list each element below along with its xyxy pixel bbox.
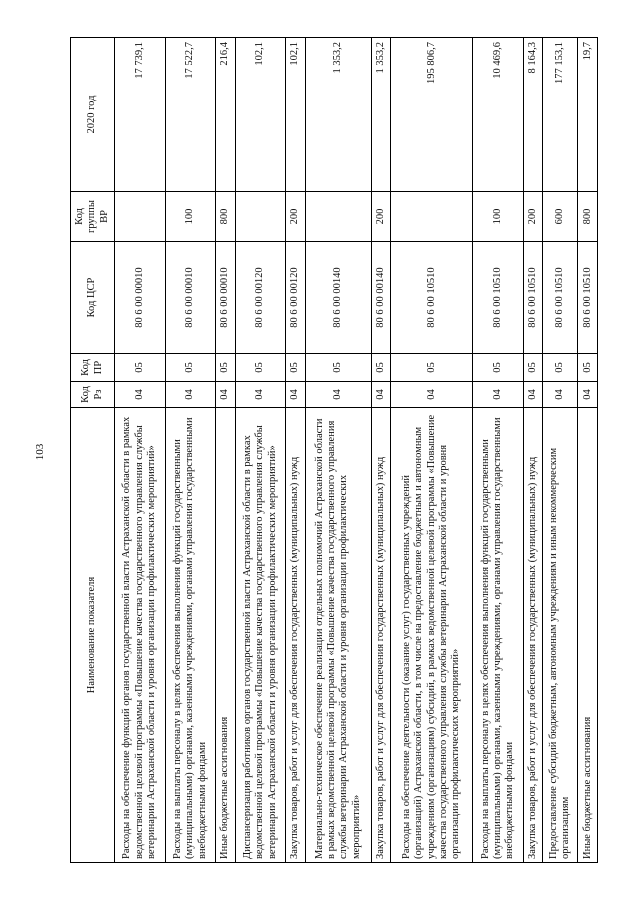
cell-pr: 05 [473,354,524,382]
cell-name: Закупка товаров, работ и услуг для обеспечения государственных (муниципальных) нужд [372,408,391,863]
cell-value: 216,4 [216,38,235,192]
cell-rz: 04 [165,382,216,408]
cell-vr: 200 [372,192,391,242]
cell-value: 17 739,1 [115,38,166,192]
cell-csr: 80 6 00 00120 [235,242,286,354]
cell-csr: 80 6 00 00010 [216,242,235,354]
cell-csr: 80 6 00 00010 [115,242,166,354]
table-row [286,38,305,863]
cell-vr: 800 [216,192,235,242]
table-row [216,38,235,863]
cell-csr: 80 6 00 10510 [543,242,578,354]
cell-name: Расходы на обеспечение деятельности (оказание услуг) государственных учреждений (организаций) Астраханской области, в том числе на предоставление бюджетным и автономным учреждениям (организациям) субсидий, в рамках ведомственной целевой программы «Повышение качества государственного управления службы ветеринарии Астраханской области и уровня организации профилактических мероприятий» [391,408,473,863]
cell-rz: 04 [543,382,578,408]
cell-pr: 05 [305,354,371,382]
cell-pr: 05 [115,354,166,382]
cell-vr: 100 [473,192,524,242]
cell-vr [235,192,286,242]
cell-csr: 80 6 00 00140 [305,242,371,354]
cell-value: 1 353,2 [305,38,371,192]
cell-rz: 04 [473,382,524,408]
cell-vr [305,192,371,242]
header-year: 2020 год [71,38,115,192]
cell-pr: 05 [578,354,598,382]
header-rz: Код Рз [71,382,115,408]
table-header [71,38,115,863]
cell-vr: 100 [165,192,216,242]
cell-value: 1 353,2 [372,38,391,192]
cell-value: 195 806,7 [391,38,473,192]
cell-name: Расходы на обеспечение функций органов государственной власти Астраханской области в рамках ведомственной целевой программы «Повышение качества государственного управления службы ветеринарии Астраханской области и уровня организации профилактических мероприятий» [115,408,166,863]
table-row [543,38,578,863]
table-row [524,38,543,863]
cell-name: Материально-техническое обеспечение реализации отдельных полномочий Астраханской области в рамках ведомственной целевой программы «Повышение качества государственного управления службы ветеринарии Астраханской области и уровня организации профилактических мероприятий» [305,408,371,863]
cell-csr: 80 6 00 10510 [391,242,473,354]
cell-vr [391,192,473,242]
cell-vr: 800 [578,192,598,242]
table-row [115,38,166,863]
cell-value: 102,1 [235,38,286,192]
table-row [305,38,371,863]
cell-name: Расходы на выплаты персоналу в целях обеспечения выполнения функций государственными (муниципальными) органами, казенными учреждениями, органами управления государственными внебюджетными фондами [165,408,216,863]
cell-value: 10 469,6 [473,38,524,192]
cell-rz: 04 [305,382,371,408]
page-number: 103 [34,443,46,461]
cell-pr: 05 [165,354,216,382]
cell-name: Расходы на выплаты персоналу в целях обеспечения выполнения функций государственными (муниципальными) органами, казенными учреждениями, органами управления государственными внебюджетными фондами [473,408,524,863]
table-row [372,38,391,863]
cell-rz: 04 [372,382,391,408]
cell-pr: 05 [286,354,305,382]
header-csr: Код ЦСР [71,242,115,354]
cell-csr: 80 6 00 00140 [372,242,391,354]
cell-csr: 80 6 00 10510 [473,242,524,354]
cell-pr: 05 [391,354,473,382]
cell-vr: 200 [524,192,543,242]
cell-value: 17 522,7 [165,38,216,192]
cell-name: Иные бюджетные ассигнования [216,408,235,863]
cell-vr: 200 [286,192,305,242]
budget-table [70,37,598,863]
cell-name: Диспансеризация работников органов государственной власти Астраханской области в рамках ведомственной целевой программы «Повышение качества государственного управления службы ветеринарии Астраханской области и уровня организации профилактических мероприятий» [235,408,286,863]
cell-csr: 80 6 00 10510 [578,242,598,354]
cell-name: Предоставление субсидий бюджетным, автономным учреждениям и иным некоммерческим организациям [543,408,578,863]
cell-rz: 04 [391,382,473,408]
cell-value: 177 153,1 [543,38,578,192]
cell-rz: 04 [578,382,598,408]
cell-rz: 04 [216,382,235,408]
cell-rz: 04 [235,382,286,408]
header-name: Наименование показателя [71,408,115,863]
cell-value: 102,1 [286,38,305,192]
cell-pr: 05 [216,354,235,382]
cell-value: 19,7 [578,38,598,192]
cell-rz: 04 [524,382,543,408]
table-row [391,38,473,863]
cell-value: 8 164,3 [524,38,543,192]
cell-pr: 05 [524,354,543,382]
cell-csr: 80 6 00 10510 [524,242,543,354]
cell-rz: 04 [286,382,305,408]
cell-csr: 80 6 00 00120 [286,242,305,354]
header-vr: Код группы ВР [71,192,115,242]
cell-vr [115,192,166,242]
table-row [165,38,216,863]
table-body [115,38,598,863]
rotated-table-container [70,38,598,863]
cell-name: Закупка товаров, работ и услуг для обеспечения государственных (муниципальных) нужд [524,408,543,863]
table-row [578,38,598,863]
header-pr: Код ПР [71,354,115,382]
cell-name: Иные бюджетные ассигнования [578,408,598,863]
table-row [235,38,286,863]
table-row [473,38,524,863]
cell-pr: 05 [235,354,286,382]
cell-name: Закупка товаров, работ и услуг для обеспечения государственных (муниципальных) нужд [286,408,305,863]
cell-csr: 80 6 00 00010 [165,242,216,354]
cell-rz: 04 [115,382,166,408]
cell-pr: 05 [543,354,578,382]
cell-vr: 600 [543,192,578,242]
cell-pr: 05 [372,354,391,382]
